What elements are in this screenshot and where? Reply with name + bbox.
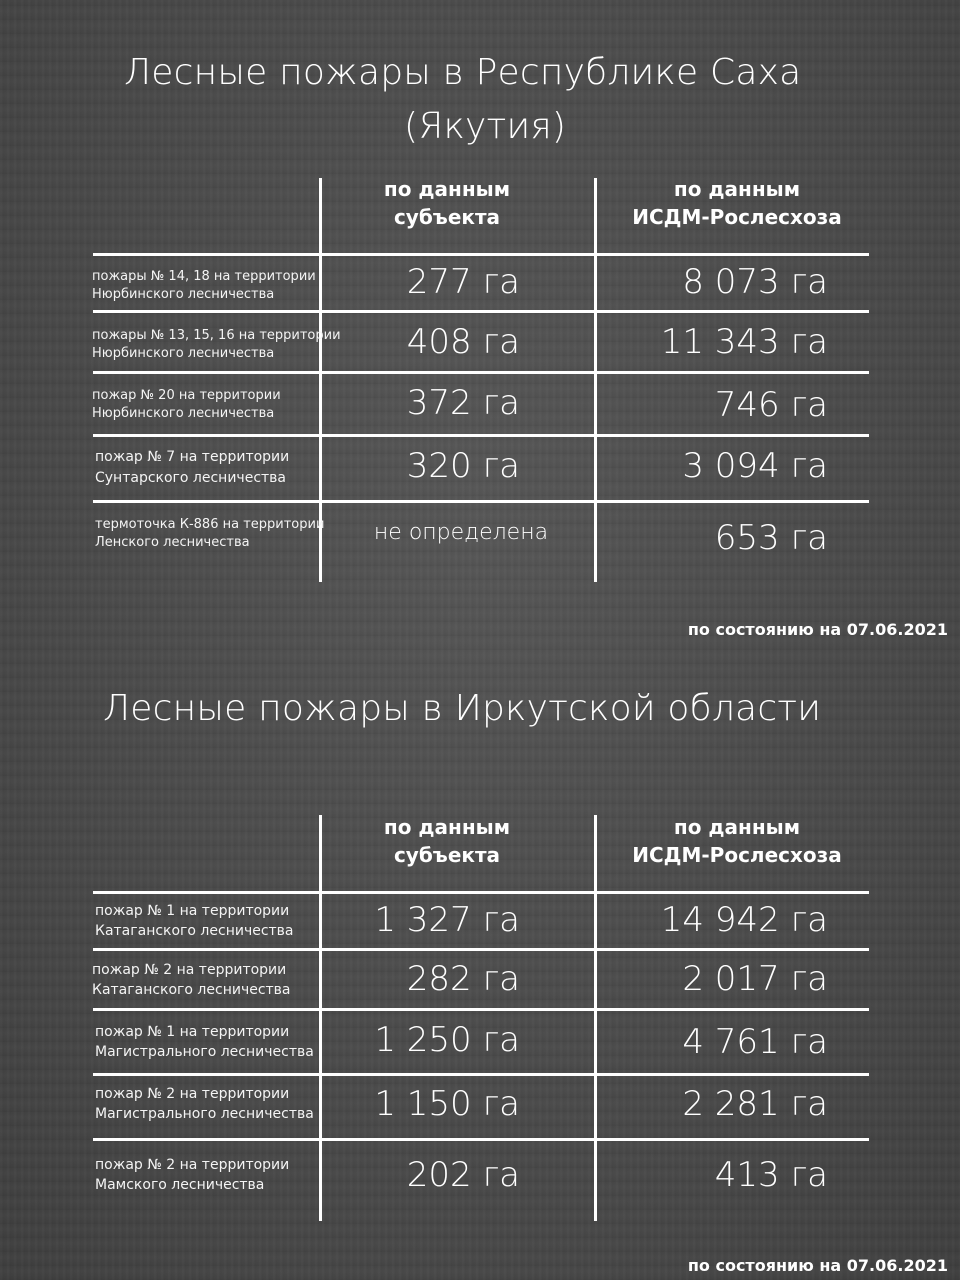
isdm-value: 11 343 га: [660, 322, 828, 362]
isdm-value: 3 094 га: [682, 446, 828, 486]
label-line2: Сунтарского лесничества: [95, 470, 287, 486]
isdm-value: 4 761 га: [682, 1022, 828, 1062]
section1-header-isdm: [602, 175, 872, 231]
subject-value: 320 га: [406, 446, 520, 486]
section1-row-rule: [93, 500, 869, 503]
section1-status-date: по состоянию на 07.06.2021: [687, 620, 948, 639]
label-line1: пожар № 20 на территории: [92, 388, 281, 403]
label-line1: термоточка К-886 на территории: [95, 517, 325, 532]
header-subject-line2: субъекта: [393, 843, 501, 867]
subject-value: 202 га: [406, 1155, 520, 1195]
section1-title-line1: Лесные пожары в Республике Саха: [124, 52, 802, 93]
header-isdm-line1: по данным: [673, 815, 801, 839]
isdm-value: 2 017 га: [682, 959, 828, 999]
subject-value: 408 га: [406, 322, 520, 362]
section1-row-rule: [93, 310, 869, 313]
label-line2: Нюрбинского лесничества: [92, 287, 275, 302]
header-isdm-line2: ИСДМ-Рослесхоза: [632, 205, 842, 229]
section2-row-rule: [93, 948, 869, 951]
label-line1: пожар № 2 на территории: [95, 1086, 290, 1102]
section2-row-rule: [93, 891, 869, 894]
section2-header-subject: [312, 813, 582, 869]
label-line1: пожар № 1 на территории: [95, 903, 290, 919]
label-line1: пожары № 14, 18 на территории: [92, 269, 316, 284]
section2-status-date: по состоянию на 07.06.2021: [687, 1256, 948, 1275]
section1-title-line2: (Якутия): [404, 106, 567, 147]
isdm-value: 653 га: [714, 518, 828, 558]
section1-header-subject: [312, 175, 582, 231]
isdm-value: 413 га: [714, 1155, 828, 1195]
section2-title: Лесные пожары в Иркутской области: [103, 688, 822, 729]
header-subject-line2: субъекта: [393, 205, 501, 229]
label-line2: Мамского лесничества: [95, 1177, 265, 1193]
subject-value: не определена: [373, 520, 549, 545]
label-line2: Нюрбинского лесничества: [92, 346, 275, 361]
subject-value: 282 га: [406, 959, 520, 999]
section2-row-rule: [93, 1138, 869, 1141]
header-subject-line1: по данным: [383, 815, 511, 839]
subject-value: 1 250 га: [374, 1020, 520, 1060]
subject-value: 372 га: [406, 383, 520, 423]
subject-value: 1 150 га: [374, 1084, 520, 1124]
section2-row-rule: [93, 1008, 869, 1011]
header-isdm-line1: по данным: [673, 177, 801, 201]
isdm-value: 14 942 га: [660, 900, 828, 940]
section2-row-rule: [93, 1073, 869, 1076]
label-line1: пожар № 2 на территории: [92, 962, 287, 978]
table-row-label: [95, 516, 324, 552]
label-line1: пожары № 13, 15, 16 на территории: [92, 328, 341, 343]
section2-header-isdm: [602, 813, 872, 869]
subject-value: 277 га: [406, 262, 520, 302]
label-line2: Катаганского лесничества: [92, 982, 291, 998]
section1-row-rule: [93, 371, 869, 374]
label-line1: пожар № 2 на территории: [95, 1157, 290, 1173]
isdm-value: 2 281 га: [682, 1084, 828, 1124]
label-line1: пожар № 7 на территории: [95, 449, 290, 465]
section1-row-rule: [93, 434, 869, 437]
subject-value: 1 327 га: [374, 900, 520, 940]
label-line2: Катаганского лесничества: [95, 923, 294, 939]
isdm-value: 8 073 га: [682, 262, 828, 302]
section1-row-rule: [93, 253, 869, 256]
label-line2: Нюрбинского лесничества: [92, 406, 275, 421]
label-line2: Магистрального лесничества: [95, 1044, 314, 1060]
header-isdm-line2: ИСДМ-Рослесхоза: [632, 843, 842, 867]
table-row-label: [92, 387, 281, 423]
label-line2: Ленского лесничества: [95, 535, 250, 550]
label-line2: Магистрального лесничества: [95, 1106, 314, 1122]
header-subject-line1: по данным: [383, 177, 511, 201]
isdm-value: 746 га: [714, 385, 828, 425]
label-line1: пожар № 1 на территории: [95, 1024, 290, 1040]
